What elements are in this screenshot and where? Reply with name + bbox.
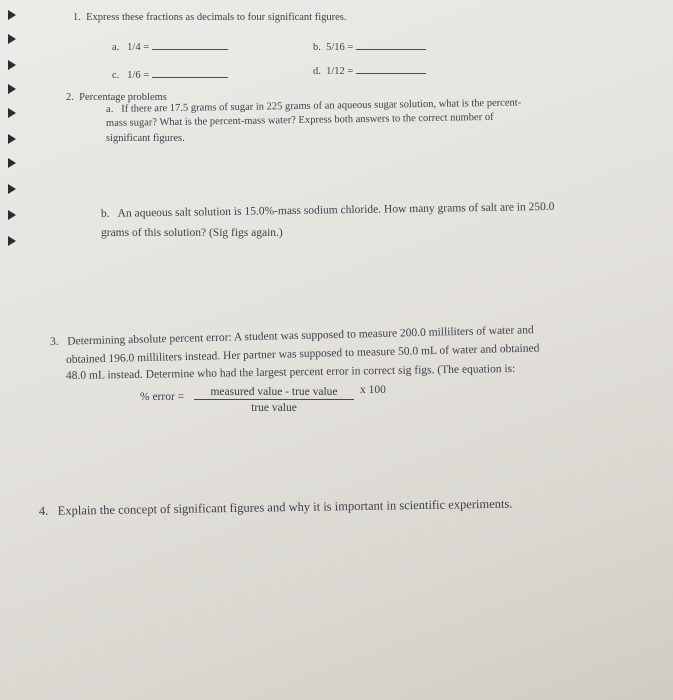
- q2b-line-1: b. An aqueous salt solution is 15.0%-mass sodium chloride. How many grams of salt are in 250.0: [100, 200, 555, 220]
- binder-hole-icon: [8, 60, 16, 70]
- q1-c-answer-blank[interactable]: [152, 67, 228, 78]
- q1-a-answer-blank[interactable]: [152, 39, 228, 50]
- q1-part-d: d. 1/12 =: [313, 63, 426, 77]
- q2a-line-3: significant figures.: [106, 133, 185, 144]
- binder-hole-icon: [8, 210, 16, 220]
- binder-hole-icon: [8, 134, 16, 144]
- binder-hole-icon: [8, 10, 16, 20]
- binder-hole-icon: [8, 34, 16, 44]
- q3-equation-lhs: % error =: [140, 391, 185, 403]
- binder-hole-icon: [8, 236, 16, 246]
- binder-hole-icon: [8, 84, 16, 94]
- q1-part-a: a. 1/4 =: [112, 39, 228, 53]
- binder-hole-icon: [8, 108, 16, 118]
- q1-prompt: 1. Express these fractions as decimals to four significant figures.: [73, 12, 347, 23]
- q1-b-answer-blank[interactable]: [356, 39, 426, 50]
- q3-equation-multiplier: x 100: [360, 384, 386, 396]
- binder-hole-icon: [8, 184, 16, 194]
- q2b-line-2: grams of this solution? (Sig figs again.): [101, 227, 283, 239]
- q3-equation-denominator: true value: [251, 402, 297, 414]
- q3-line-3: 48.0 mL instead. Determine who had the largest percent error in correct sig figs. (The equation is:: [65, 362, 516, 382]
- q3-equation-numerator: measured value - true value: [194, 386, 354, 400]
- q2-heading: 2. Percentage problems: [66, 92, 167, 103]
- q3-line-2: obtained 196.0 milliliters instead. Her partner was supposed to measure 50.0 mL of water and obtained: [65, 342, 540, 366]
- q4-prompt: 4. Explain the concept of significant figures and why it is important in scientific experiments.: [38, 496, 513, 518]
- binder-holes: [0, 0, 26, 700]
- q2a-line-2: mass sugar? What is the percent-mass water? Express both answers to the correct number of: [105, 111, 494, 129]
- binder-hole-icon: [8, 158, 16, 168]
- q1-part-b: b. 5/16 =: [313, 39, 426, 53]
- q1-d-answer-blank[interactable]: [356, 63, 426, 74]
- q2a-line-1: a. If there are 17.5 grams of sugar in 225 grams of an aqueous sugar solution, what is the percent-: [105, 97, 522, 115]
- q3-equation-fraction: [194, 386, 354, 414]
- q1-part-c: c. 1/6 =: [112, 67, 228, 81]
- q3-line-1: 3. Determining absolute percent error: A student was supposed to measure 200.0 milliliters of water and: [49, 324, 534, 348]
